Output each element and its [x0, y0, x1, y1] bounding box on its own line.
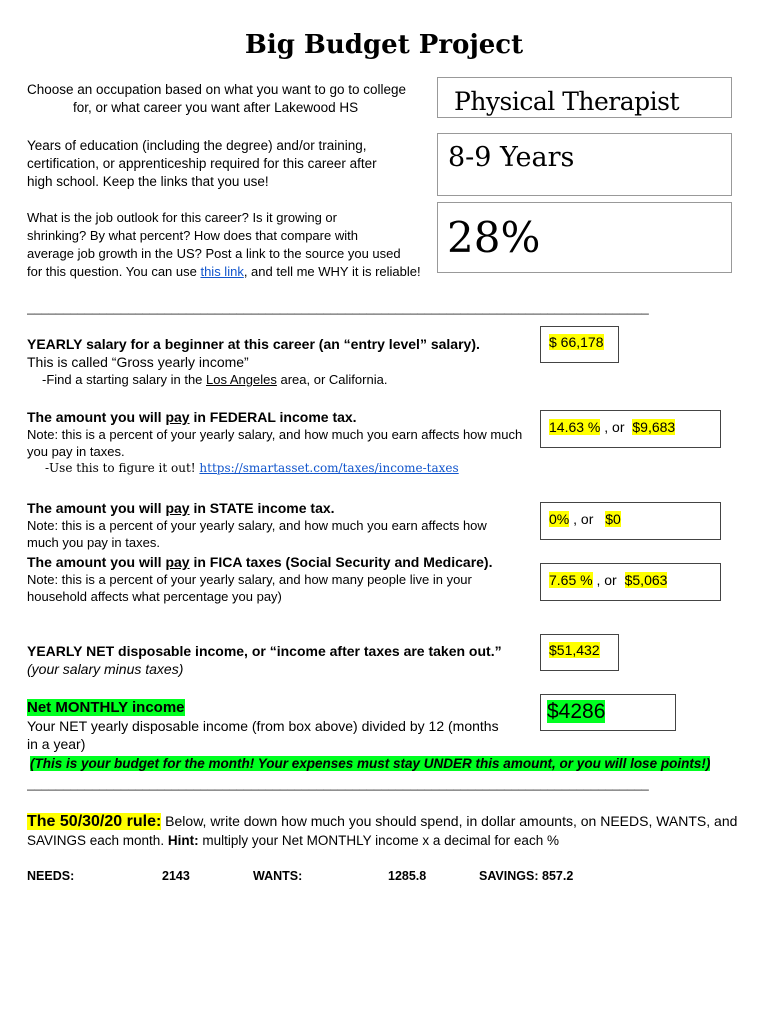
- rule-section: [27, 812, 747, 850]
- fica-note-line1: Note: this is a percent of your yearly salary, and how many people live in your: [27, 572, 472, 587]
- outlook-answer: 28%: [447, 213, 541, 262]
- monthly-section: [27, 698, 532, 753]
- rule-hint-label: Hint:: [167, 833, 199, 848]
- net-section: [27, 642, 532, 678]
- state-heading-text: The amount you will: [27, 500, 166, 516]
- rule-text1: Below, write down how much you should spend, in dollar amounts, on NEEDS, WANTS, and: [161, 813, 738, 829]
- outlook-line4-end: , and tell me WHY it is reliable!: [243, 264, 421, 279]
- net-answer-box[interactable]: [540, 634, 619, 671]
- salary-value: $ 66,178: [549, 334, 604, 350]
- monthly-value: $4286: [547, 700, 606, 723]
- federal-heading: [27, 408, 532, 426]
- rule-line2: [27, 831, 747, 850]
- education-question-line1: Years of education (including the degree) and/or training,: [27, 138, 367, 153]
- wants-label: WANTS:: [253, 869, 303, 883]
- fica-section: [27, 553, 532, 605]
- occupation-answer-box[interactable]: [437, 77, 732, 118]
- federal-tool-line: [27, 460, 532, 477]
- federal-tool-text: -Use this to figure it out!: [45, 461, 200, 475]
- budget-warning: [30, 756, 710, 771]
- monthly-answer-box[interactable]: [540, 694, 676, 731]
- divider-line-2: ______________________________________________________________________________________: [27, 776, 649, 791]
- salary-section: [27, 335, 527, 388]
- salary-heading: YEARLY salary for a beginner at this career (an “entry level” salary).: [27, 336, 480, 352]
- federal-amount: $9,683: [632, 419, 676, 435]
- federal-heading-end: in FEDERAL income tax.: [189, 409, 357, 425]
- state-answer-box[interactable]: [540, 502, 721, 540]
- net-subheading: (your salary minus taxes): [27, 661, 184, 677]
- occupation-question: [27, 81, 427, 117]
- salary-note-location: Los Angeles: [206, 372, 277, 387]
- savings-label: SAVINGS:: [479, 869, 539, 883]
- occupation-answer: Physical Therapist: [454, 87, 680, 116]
- needs-value[interactable]: 2143: [162, 869, 190, 883]
- state-heading: [27, 499, 532, 517]
- education-answer: 8-9 Years: [448, 142, 575, 173]
- federal-section: [27, 408, 532, 477]
- state-heading-pay: pay: [165, 500, 190, 516]
- monthly-line2: in a year): [27, 736, 86, 752]
- fica-answer-box[interactable]: [540, 563, 721, 601]
- occupation-question-line2: for, or what career you want after Lakewood HS: [73, 100, 359, 115]
- education-question-line2: certification, or apprenticeship required for this career after: [27, 156, 377, 171]
- state-heading-end: in STATE income tax.: [189, 500, 335, 516]
- fica-note-line2: household affects what percentage you pay): [27, 589, 282, 604]
- outlook-source-link[interactable]: this link: [200, 264, 244, 279]
- salary-note-text: -Find a starting salary in the: [42, 372, 207, 387]
- salary-note: [27, 371, 527, 388]
- fica-heading-text: The amount you will: [27, 554, 166, 570]
- salary-subheading: This is called “Gross yearly income”: [27, 354, 249, 370]
- federal-or: , or: [604, 419, 625, 435]
- federal-answer-box[interactable]: [540, 410, 721, 448]
- state-section: [27, 499, 532, 551]
- rule-text2: SAVINGS each month.: [27, 833, 168, 848]
- monthly-line1: Your NET yearly disposable income (from box above) divided by 12 (months: [27, 718, 499, 734]
- outlook-question-line2: shrinking? By what percent? How does that compare with: [27, 228, 358, 243]
- savings-value[interactable]: 857.2: [542, 869, 574, 883]
- outlook-question-line1: What is the job outlook for this career? Is it growing or: [27, 210, 337, 225]
- state-percent: 0%: [549, 511, 570, 527]
- federal-note-line1: Note: this is a percent of your yearly salary, and how much you earn affects how much: [27, 427, 523, 442]
- federal-heading-pay: pay: [165, 409, 190, 425]
- federal-percent: 14.63 %: [549, 419, 601, 435]
- divider-line: ______________________________________________________________________________________: [27, 300, 649, 315]
- rule-hint-text: multiply your Net MONTHLY income x a decimal for each %: [198, 833, 559, 848]
- budget-warning-text: (This is your budget for the month! Your expenses must stay UNDER this amount, or you will lose points!): [30, 756, 711, 771]
- federal-heading-text: The amount you will: [27, 409, 166, 425]
- education-question: [27, 137, 427, 191]
- state-amount: $0: [605, 511, 621, 527]
- rule-line1: [27, 812, 747, 831]
- fica-percent: 7.65 %: [549, 572, 593, 588]
- wants-value[interactable]: 1285.8: [388, 869, 427, 883]
- education-question-line3: high school. Keep the links that you use!: [27, 174, 269, 189]
- fica-heading: [27, 553, 532, 571]
- needs-label: NEEDS:: [27, 869, 75, 883]
- rule-heading: The 50/30/20 rule:: [27, 813, 162, 830]
- state-note-line1: Note: this is a percent of your yearly salary, and how much you earn affects how: [27, 518, 487, 533]
- occupation-question-line1: Choose an occupation based on what you want to go to college: [27, 82, 407, 97]
- state-note-line2: much you pay in taxes.: [27, 535, 160, 550]
- net-value: $51,432: [549, 642, 600, 658]
- outlook-question-line3: average job growth in the US? Post a link to the source you used: [27, 246, 401, 261]
- monthly-heading: Net MONTHLY income: [27, 699, 185, 716]
- outlook-line4-text: for this question. You can use: [27, 264, 201, 279]
- state-or: , or: [573, 511, 594, 527]
- fica-amount: $5,063: [624, 572, 668, 588]
- fica-heading-pay: pay: [165, 554, 190, 570]
- outlook-question: [27, 209, 432, 281]
- fica-heading-end: in FICA taxes (Social Security and Medicare).: [189, 554, 493, 570]
- federal-note-line2: you pay in taxes.: [27, 444, 125, 459]
- page-title: Big Budget Project: [244, 30, 524, 60]
- outlook-answer-box[interactable]: [437, 202, 732, 273]
- federal-tool-link[interactable]: https://smartasset.com/taxes/income-taxes: [199, 461, 459, 475]
- outlook-question-line4: [27, 263, 432, 281]
- salary-answer-box[interactable]: [540, 326, 619, 363]
- fica-or: , or: [596, 572, 617, 588]
- education-answer-box[interactable]: [437, 133, 732, 196]
- net-heading: YEARLY NET disposable income, or “income after taxes are taken out.”: [27, 643, 502, 659]
- salary-note-end: area, or California.: [276, 372, 388, 387]
